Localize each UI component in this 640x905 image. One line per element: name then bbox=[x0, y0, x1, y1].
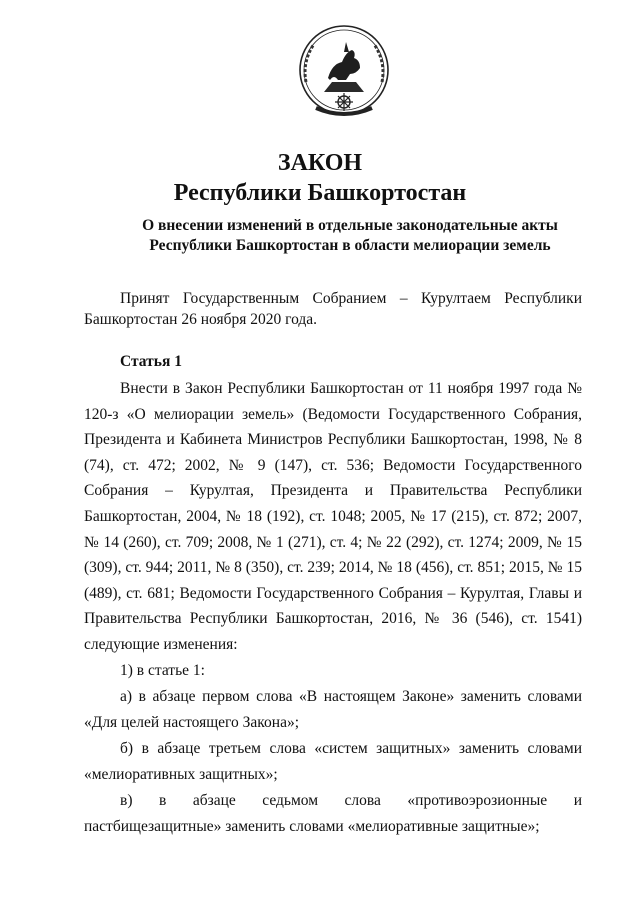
bashkortostan-emblem-icon bbox=[294, 22, 394, 122]
list-item: в) в абзаце седьмом слова «противоэрозионные и пастбищезащитные» заменить словами «мелиоративные защитные»; bbox=[84, 792, 582, 835]
adoption-statement: Принят Государственным Собранием – Курултаем Республики Башкортостан 26 ноября 2020 года. bbox=[84, 290, 582, 328]
law-title-line1: ЗАКОН bbox=[277, 150, 363, 176]
list-item: б) в абзаце третьем слова «систем защитных» заменить словами «мелиоративных защитных»; bbox=[84, 740, 582, 783]
law-heading bbox=[60, 216, 640, 256]
list-item: 1) в статье 1: bbox=[120, 662, 205, 679]
law-title-line2: Республики Башкортостан bbox=[173, 180, 467, 206]
law-heading-line2: Республики Башкортостан в области мелиорации земель bbox=[149, 237, 551, 254]
list-item: а) в абзаце первом слова «В настоящем Законе» заменить словами «Для целей настоящего Закона»; bbox=[84, 688, 582, 731]
article-body: Внести в Закон Республики Башкортостан от 11 ноября 1997 года № 120-з «О мелиорации земель» (Ведомости Государственного Собрания, Президента и Кабинета Министров Республики Башкортостан, 1998, № 8 (74), ст. 472; 2002, № 9 (147), ст. 536; Ведомости Государственного Собрания – Курултая, Президента и Правительства Республики Башкортостан, 2004, № 18 (192), ст. 1048; 2005, № 17 (215), ст. 872; 2007, № 14 (260), ст. 709; 2008, № 1 (271), ст. 4; № 22 (292), ст. 1274; 2009, № 15 (309), ст. 944; 2011, № 8 (350), ст. 239; 2014, № 18 (456), ст. 851; 2015, № 15 (489), ст. 681; Ведомости Государственного Собрания – Курултая, Главы и Правительства Республики Башкортостан, 2016, № 36 (546), ст. 1541) следующие изменения: bbox=[84, 380, 582, 653]
article-title: Статья 1 bbox=[120, 353, 182, 370]
law-heading-line1: О внесении изменений в отдельные законодательные акты bbox=[142, 217, 558, 234]
law-title bbox=[0, 148, 640, 208]
